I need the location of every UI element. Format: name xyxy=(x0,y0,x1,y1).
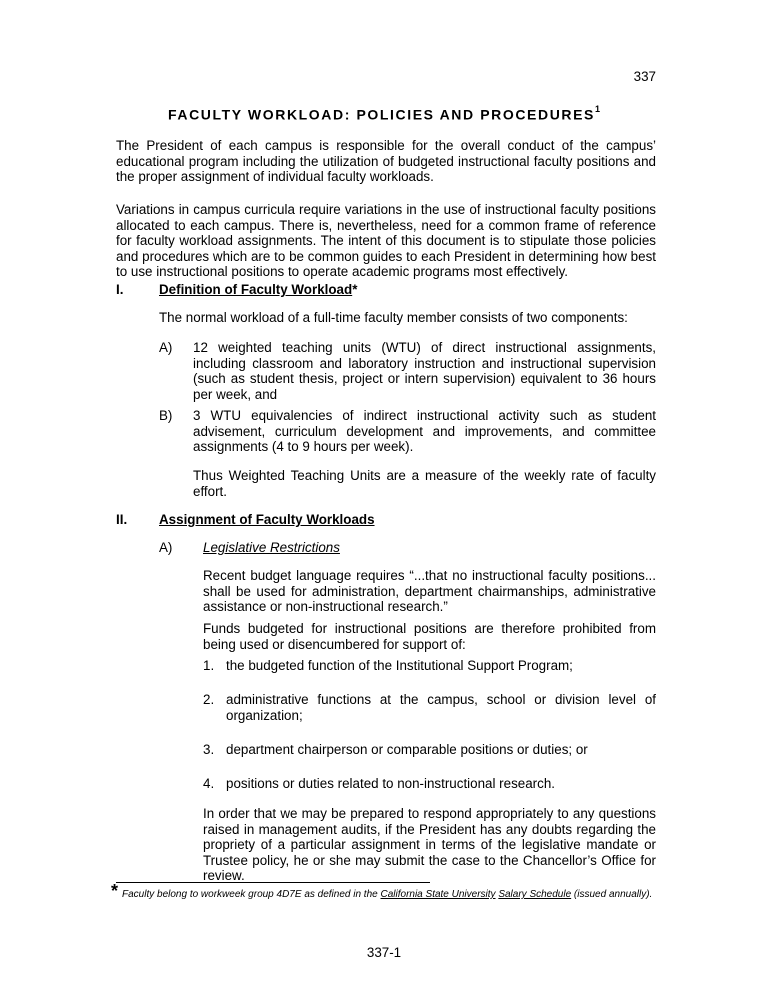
footer-page-number: 337-1 xyxy=(366,945,402,960)
footnote-rule xyxy=(116,882,430,883)
intro-paragraph-2: Variations in campus curricula require variations in the use of instructional faculty positions allocated to each campus. There is, nevertheless, need for a common frame of reference for faculty workload assignments. The intent of this document is to stipulate those policies and procedures which are to be common guides to each President in determining how best to use instructional positions to operate academic programs most effectively. xyxy=(116,202,656,280)
item-a-text: 12 weighted teaching units (WTU) of direct instructional assignments, including classroom and laboratory instruction and instructional supervision (such as student thesis, project or intern supervision) equivalent to 36 hours per week, and xyxy=(193,340,656,402)
section-2-heading: Assignment of Faculty Workloads xyxy=(159,512,375,527)
section-2-paragraph-3: In order that we may be prepared to respond appropriately to any questions raised in management audits, if the President has any doubts regarding the propriety of a particular assignment in terms of the legislative mandate or Trustee policy, he or she may submit the case to the Chancellor’s Office for review. xyxy=(203,806,656,884)
footnote-link-salary-schedule: Salary Schedule xyxy=(498,889,572,900)
list-item-1: the budgeted function of the Institutional Support Program; xyxy=(226,658,573,673)
section-1-heading xyxy=(159,282,357,298)
item-b-text: 3 WTU equivalencies of indirect instructional activity such as student advisement, curriculum development and improvements, and committee assignments (4 to 9 hours per week). xyxy=(193,408,656,455)
sub-a-heading: Legislative Restrictions xyxy=(203,540,340,555)
page-number: 337 xyxy=(633,69,656,84)
footnote xyxy=(122,888,662,902)
footnote-link-csu: California State University xyxy=(380,889,496,900)
section-2-label: II. xyxy=(116,512,128,527)
intro-paragraph-1: The President of each campus is responsible for the overall conduct of the campus’ educational program including the utilization of budgeted instructional faculty positions and the proper assignment of individual faculty workloads. xyxy=(116,138,656,185)
item-b-label: B) xyxy=(159,408,173,423)
section-1-label: I. xyxy=(116,282,124,297)
list-item-3-num: 3. xyxy=(203,742,215,757)
title-footnote-ref: 1 xyxy=(595,104,601,114)
footnote-text-post: (issued annually). xyxy=(571,889,653,900)
list-item-2-num: 2. xyxy=(203,692,215,707)
footnote-text-pre: Faculty belong to workweek group 4D7E as defined in the xyxy=(122,889,381,900)
list-item-4: positions or duties related to non-instructional research. xyxy=(226,776,555,791)
page-title xyxy=(0,104,768,123)
list-item-4-num: 4. xyxy=(203,776,215,791)
footnote-mark: * xyxy=(111,881,119,901)
list-item-2: administrative functions at the campus, school or division level of organization; xyxy=(226,692,656,723)
section-2-paragraph-2: Funds budgeted for instructional positions are therefore prohibited from being used or disencumbered for support of: xyxy=(203,621,656,652)
title-text: FACULTY WORKLOAD: POLICIES AND PROCEDURES xyxy=(167,106,595,123)
section-1-heading-text: Definition of Faculty Workload xyxy=(159,282,353,297)
section-1-closing: Thus Weighted Teaching Units are a measure of the weekly rate of faculty effort. xyxy=(193,468,656,499)
list-item-3: department chairperson or comparable positions or duties; or xyxy=(226,742,588,757)
section-1-lead: The normal workload of a full-time faculty member consists of two components: xyxy=(159,310,628,325)
list-item-1-num: 1. xyxy=(203,658,215,673)
item-a-label: A) xyxy=(159,340,173,355)
section-2-paragraph-1: Recent budget language requires “...that no instructional faculty positions... shall be used for administration, department chairmanships, administrative assistance or non-instructional research.” xyxy=(203,568,656,615)
section-1-heading-mark: * xyxy=(352,282,358,297)
sub-a-label: A) xyxy=(159,540,173,555)
